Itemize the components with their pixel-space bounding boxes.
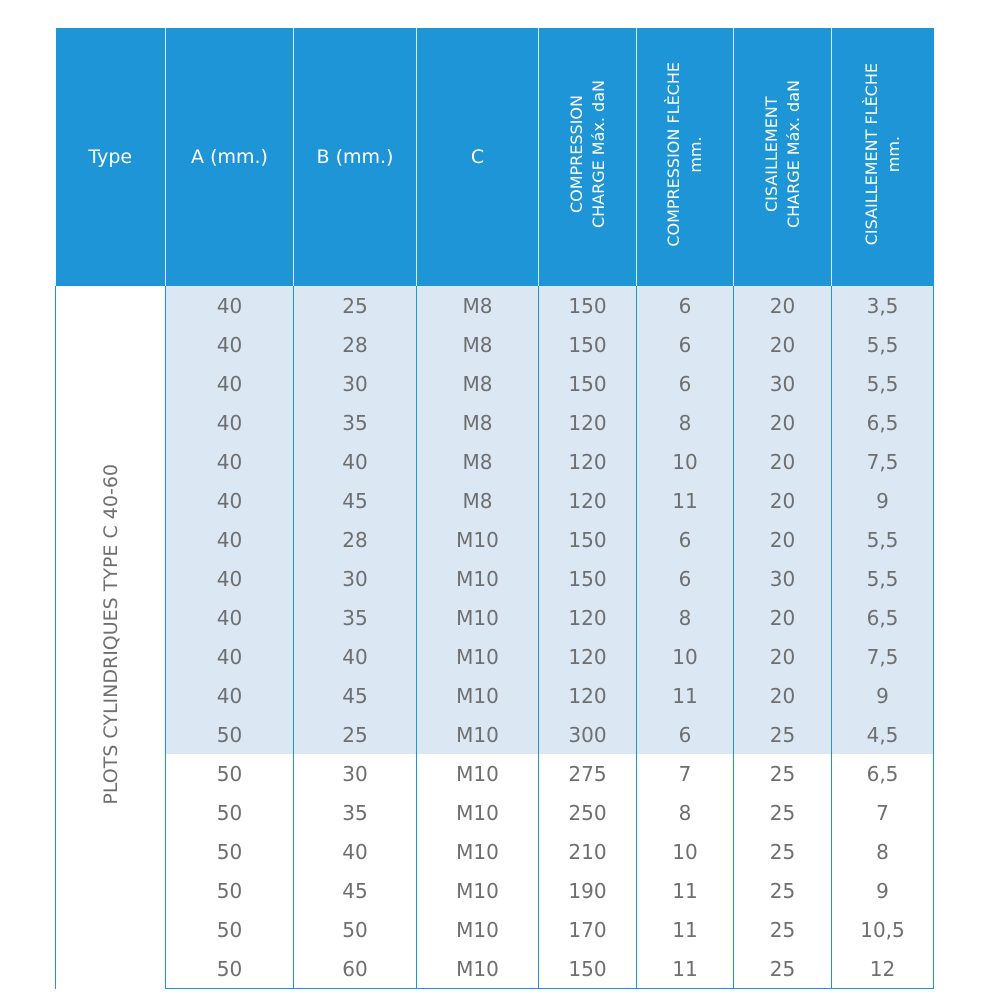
header-cisaillement-fleche [832, 28, 934, 286]
table-cell: 9 [832, 871, 934, 910]
table-cell: 4,5 [832, 715, 934, 754]
table-cell: 28 [294, 520, 417, 559]
table-cell: 7,5 [832, 442, 934, 481]
table-cell: M10 [417, 559, 539, 598]
table-cell: 40 [166, 520, 294, 559]
table-cell: 8 [637, 793, 734, 832]
table-cell: 25 [734, 793, 832, 832]
table-cell: 5,5 [832, 559, 934, 598]
table-cell: M8 [417, 364, 539, 403]
table-cell: 35 [294, 403, 417, 442]
table-row [56, 442, 934, 481]
table-cell: 40 [166, 325, 294, 364]
table-row [56, 793, 934, 832]
table-cell: 120 [539, 676, 637, 715]
header-cisaillement-fleche-line2: mm. [883, 136, 903, 173]
table-cell: M10 [417, 871, 539, 910]
table-cell: 150 [539, 520, 637, 559]
table-row [56, 481, 934, 520]
table-row [56, 559, 934, 598]
table-cell: 40 [294, 442, 417, 481]
table-cell: 25 [734, 949, 832, 989]
table-cell: M10 [417, 676, 539, 715]
table-cell: 25 [294, 715, 417, 754]
table-cell: 25 [734, 715, 832, 754]
table-cell: 10 [637, 442, 734, 481]
table-cell: 50 [166, 832, 294, 871]
table-cell: 8 [832, 832, 934, 871]
table-row [56, 832, 934, 871]
table-cell: 10,5 [832, 910, 934, 949]
table-cell: 170 [539, 910, 637, 949]
table-cell: 50 [166, 793, 294, 832]
header-cisaillement-fleche-line1: CISAILLEMENT FLÈCHE [861, 63, 881, 246]
table-cell: 20 [734, 676, 832, 715]
table-cell: 30 [734, 364, 832, 403]
table-row [56, 637, 934, 676]
table-cell: M10 [417, 910, 539, 949]
header-cisaillement-charge-line1: CISAILLEMENT [761, 96, 781, 213]
table-cell: 60 [294, 949, 417, 989]
table-cell: 120 [539, 481, 637, 520]
table-cell: 30 [294, 364, 417, 403]
table-cell: M8 [417, 325, 539, 364]
table-cell: 7 [832, 793, 934, 832]
table-body [56, 286, 934, 989]
table-cell: 10 [637, 832, 734, 871]
table-cell: M10 [417, 520, 539, 559]
table-cell: 25 [734, 832, 832, 871]
table-row [56, 910, 934, 949]
header-c: C [417, 28, 539, 286]
table-cell: 45 [294, 481, 417, 520]
table-cell: 25 [734, 871, 832, 910]
table-row [56, 949, 934, 989]
table-cell: 40 [166, 637, 294, 676]
table-row [56, 871, 934, 910]
table-cell: 45 [294, 676, 417, 715]
table-cell: 45 [294, 871, 417, 910]
table-cell: M10 [417, 832, 539, 871]
header-compression-fleche-line1: COMPRESSION FLÈCHE [664, 62, 683, 247]
table-cell: 6 [637, 364, 734, 403]
table-row [56, 754, 934, 793]
table-cell: M8 [417, 481, 539, 520]
table-cell: 20 [734, 481, 832, 520]
header-row [56, 28, 934, 286]
table-cell: 150 [539, 559, 637, 598]
table-cell: 150 [539, 949, 637, 989]
table-cell: 40 [166, 442, 294, 481]
table-cell: 6 [637, 325, 734, 364]
table-cell: 35 [294, 793, 417, 832]
table-cell: 35 [294, 598, 417, 637]
table-cell: 210 [539, 832, 637, 871]
header-compression-charge [539, 28, 637, 286]
header-compression-charge-line2: CHARGE Máx. daN [588, 80, 608, 229]
table-cell: 25 [734, 910, 832, 949]
type-label: PLOTS CYLINDRIQUES TYPE C 40-60 [99, 464, 122, 806]
table-row [56, 598, 934, 637]
table-row [56, 286, 934, 325]
table-row [56, 520, 934, 559]
table-cell: M10 [417, 715, 539, 754]
table-cell: 40 [166, 286, 294, 325]
table-cell: 120 [539, 403, 637, 442]
table-cell: M8 [417, 442, 539, 481]
table-cell: 9 [832, 676, 934, 715]
table-cell: 5,5 [832, 520, 934, 559]
table-cell: 20 [734, 403, 832, 442]
header-cisaillement-charge [734, 28, 832, 286]
table-cell: 28 [294, 325, 417, 364]
table-cell: 120 [539, 598, 637, 637]
table-cell: 7 [637, 754, 734, 793]
table-cell: 40 [166, 598, 294, 637]
header-compression-fleche-line2: mm. [686, 136, 705, 173]
table-cell: M10 [417, 637, 539, 676]
table-cell: 6 [637, 715, 734, 754]
table-cell: 11 [637, 871, 734, 910]
table-cell: 5,5 [832, 325, 934, 364]
table-cell: 120 [539, 637, 637, 676]
type-cell [56, 286, 166, 989]
table-cell: 11 [637, 676, 734, 715]
table-cell: 40 [166, 364, 294, 403]
table-cell: 50 [166, 871, 294, 910]
table-cell: 40 [166, 559, 294, 598]
table-cell: 25 [734, 754, 832, 793]
table-cell: 50 [166, 949, 294, 989]
table-cell: M10 [417, 598, 539, 637]
table-cell: 8 [637, 598, 734, 637]
table-cell: 11 [637, 949, 734, 989]
table-cell: 50 [166, 715, 294, 754]
table-cell: 20 [734, 286, 832, 325]
table-cell: 20 [734, 598, 832, 637]
table-cell: 12 [832, 949, 934, 989]
table-cell: 6,5 [832, 598, 934, 637]
table-cell: 300 [539, 715, 637, 754]
table-cell: 40 [294, 832, 417, 871]
table-cell: 6 [637, 520, 734, 559]
table-row [56, 325, 934, 364]
table-cell: 50 [166, 754, 294, 793]
header-a: A (mm.) [166, 28, 294, 286]
table-cell: 275 [539, 754, 637, 793]
table-cell: 190 [539, 871, 637, 910]
table-cell: 8 [637, 403, 734, 442]
table-cell: 6 [637, 559, 734, 598]
table-cell: 11 [637, 910, 734, 949]
table-cell: 7,5 [832, 637, 934, 676]
table-cell: 20 [734, 442, 832, 481]
table-cell: M8 [417, 286, 539, 325]
table-cell: 10 [637, 637, 734, 676]
table-cell: 250 [539, 793, 637, 832]
header-cisaillement-charge-line2: CHARGE Máx. daN [783, 80, 803, 229]
table-cell: 20 [734, 520, 832, 559]
table-cell: 30 [734, 559, 832, 598]
table-cell: 9 [832, 481, 934, 520]
table-cell: M10 [417, 949, 539, 989]
table-row [56, 676, 934, 715]
table-row [56, 715, 934, 754]
table-cell: 6,5 [832, 403, 934, 442]
table-cell: 30 [294, 559, 417, 598]
table-cell: 3,5 [832, 286, 934, 325]
header-b: B (mm.) [294, 28, 417, 286]
table-cell: 50 [166, 910, 294, 949]
table-cell: 30 [294, 754, 417, 793]
table-cell: 150 [539, 286, 637, 325]
table-cell: 25 [294, 286, 417, 325]
table-cell: 150 [539, 364, 637, 403]
spec-table [55, 28, 934, 989]
table-row [56, 364, 934, 403]
table-cell: 40 [166, 481, 294, 520]
header-compression-fleche [637, 28, 734, 286]
table-cell: M10 [417, 754, 539, 793]
table-cell: 40 [294, 637, 417, 676]
table-cell: 6,5 [832, 754, 934, 793]
table-cell: 20 [734, 325, 832, 364]
header-compression-charge-line1: COMPRESSION [566, 95, 586, 214]
table-cell: 40 [166, 676, 294, 715]
table-cell: 6 [637, 286, 734, 325]
table-cell: M10 [417, 793, 539, 832]
table-cell: 150 [539, 325, 637, 364]
table-cell: 50 [294, 910, 417, 949]
table-cell: 5,5 [832, 364, 934, 403]
table-cell: 11 [637, 481, 734, 520]
table-cell: M8 [417, 403, 539, 442]
table-cell: 120 [539, 442, 637, 481]
table-row [56, 403, 934, 442]
header-type: Type [56, 28, 166, 286]
table-cell: 40 [166, 403, 294, 442]
table-cell: 20 [734, 637, 832, 676]
